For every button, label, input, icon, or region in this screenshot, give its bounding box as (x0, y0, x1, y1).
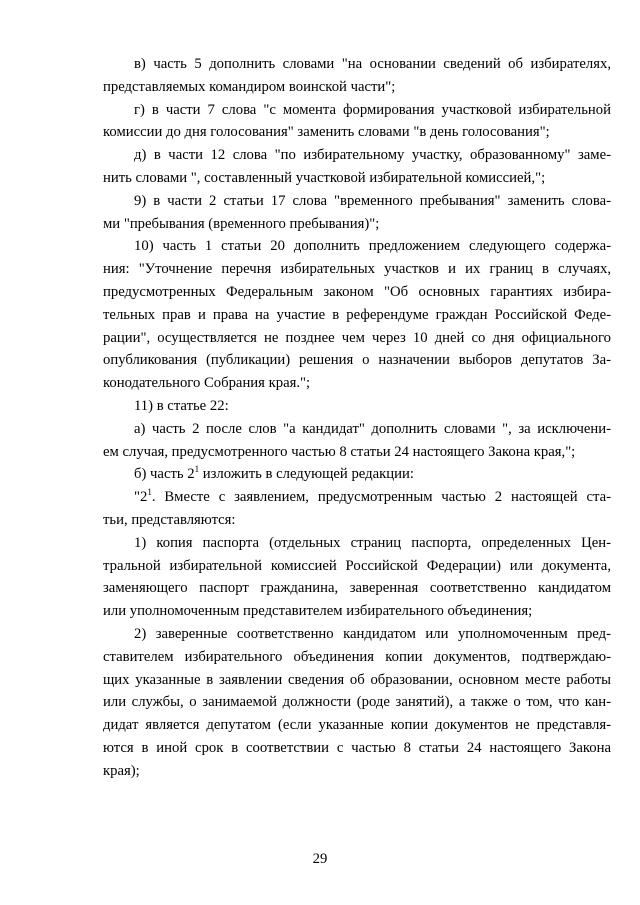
text-line: 9) в части 2 статьи 17 слова "временного пребывания" заменить слова- (134, 192, 611, 209)
text-line: тельных прав и права на участие в референдуме граждан Российской Феде- (103, 306, 611, 323)
superscript: 1 (147, 487, 152, 498)
text-line: края); (103, 762, 140, 779)
text-line: тьи, представляются: (103, 511, 236, 528)
paragraph (103, 486, 611, 532)
text-line: г) в части 7 слова "с момента формирования участковой избирательной (134, 101, 611, 118)
paragraph (103, 623, 611, 783)
paragraph (103, 532, 611, 623)
text-line: ния: "Уточнение перечня избирательных участков и их границ в случаях, (103, 261, 611, 278)
paragraph (103, 53, 611, 99)
superscript: 1 (194, 464, 200, 475)
text-line: представляемых командиром воинской части"; (103, 78, 396, 95)
text-line: комиссии до дня голосования" заменить словами "в день голосования"; (103, 124, 550, 141)
text-line: 2) заверенные соответственно кандидатом или уполномоченным пред- (134, 625, 611, 642)
text-line: тральной избирательной комиссией Российской Федерации) или документа, (103, 557, 611, 574)
text-line: или службы, о занимаемой должности (роде занятий), а также о том, что кан- (103, 694, 611, 711)
text-line: д) в части 12 слова "по избирательному участку, образованному" заме- (134, 147, 611, 164)
paragraph (103, 395, 611, 418)
text-line: нить словами ", составленный участковой избирательной комиссией,"; (103, 169, 546, 186)
text-line: ем случая, предусмотренного частью 8 статьи 24 настоящего Закона края,"; (103, 443, 576, 460)
paragraph (103, 144, 611, 190)
text-line: б) часть $2^1$ изложить в следующей редакции: (134, 464, 414, 483)
text-line: дидат является депутатом (если указанные копии документов не представля- (103, 717, 611, 734)
paragraph (103, 418, 611, 464)
paragraph (103, 190, 611, 236)
text-line: в) часть 5 дополнить словами "на основании сведений об избирателях, (134, 56, 611, 72)
text-line: ются в иной срок в соответствии с частью 8 статьи 24 настоящего Закона (103, 739, 611, 756)
page-number: 29 (312, 851, 328, 867)
text-line: предусмотренных Федеральным законом "Об основных гарантиях избира- (103, 283, 611, 300)
text-line: конодательного Собрания края."; (103, 375, 311, 392)
text-line: а) часть 2 после слов "а кандидат" дополнить словами ", за исключени- (134, 420, 611, 437)
paragraph (103, 99, 611, 145)
text-line: "$2^1$. Вместе с заявлением, предусмотренным частью 2 настоящей ста- (134, 487, 611, 506)
text-line: щих указанные в заявлении сведения об образовании, основном месте работы (103, 671, 611, 688)
document-body (103, 53, 611, 783)
text-line: заменяющего паспорт гражданина, заверенная соответственно кандидатом (103, 580, 611, 597)
paragraph (103, 463, 611, 486)
text-line: ставителем избирательного объединения копии документов, подтверждаю- (103, 648, 611, 665)
text-line: 11) в статье 22: (134, 397, 229, 414)
text-line: или уполномоченным представителем избирательного объединения; (103, 603, 533, 620)
paragraph (103, 235, 611, 395)
text-line: 10) часть 1 статьи 20 дополнить предложением следующего содержа- (134, 238, 611, 255)
text-line: рации", осуществляется не позднее чем через 10 дней со дня официального (103, 329, 611, 346)
text-line: 1) копия паспорта (отдельных страниц паспорта, определенных Цен- (134, 534, 611, 551)
text-line: опубликования (публикации) решения о назначении выборов депутатов За- (103, 352, 611, 369)
text-line: ми "пребывания (временного пребывания)"; (103, 215, 380, 232)
